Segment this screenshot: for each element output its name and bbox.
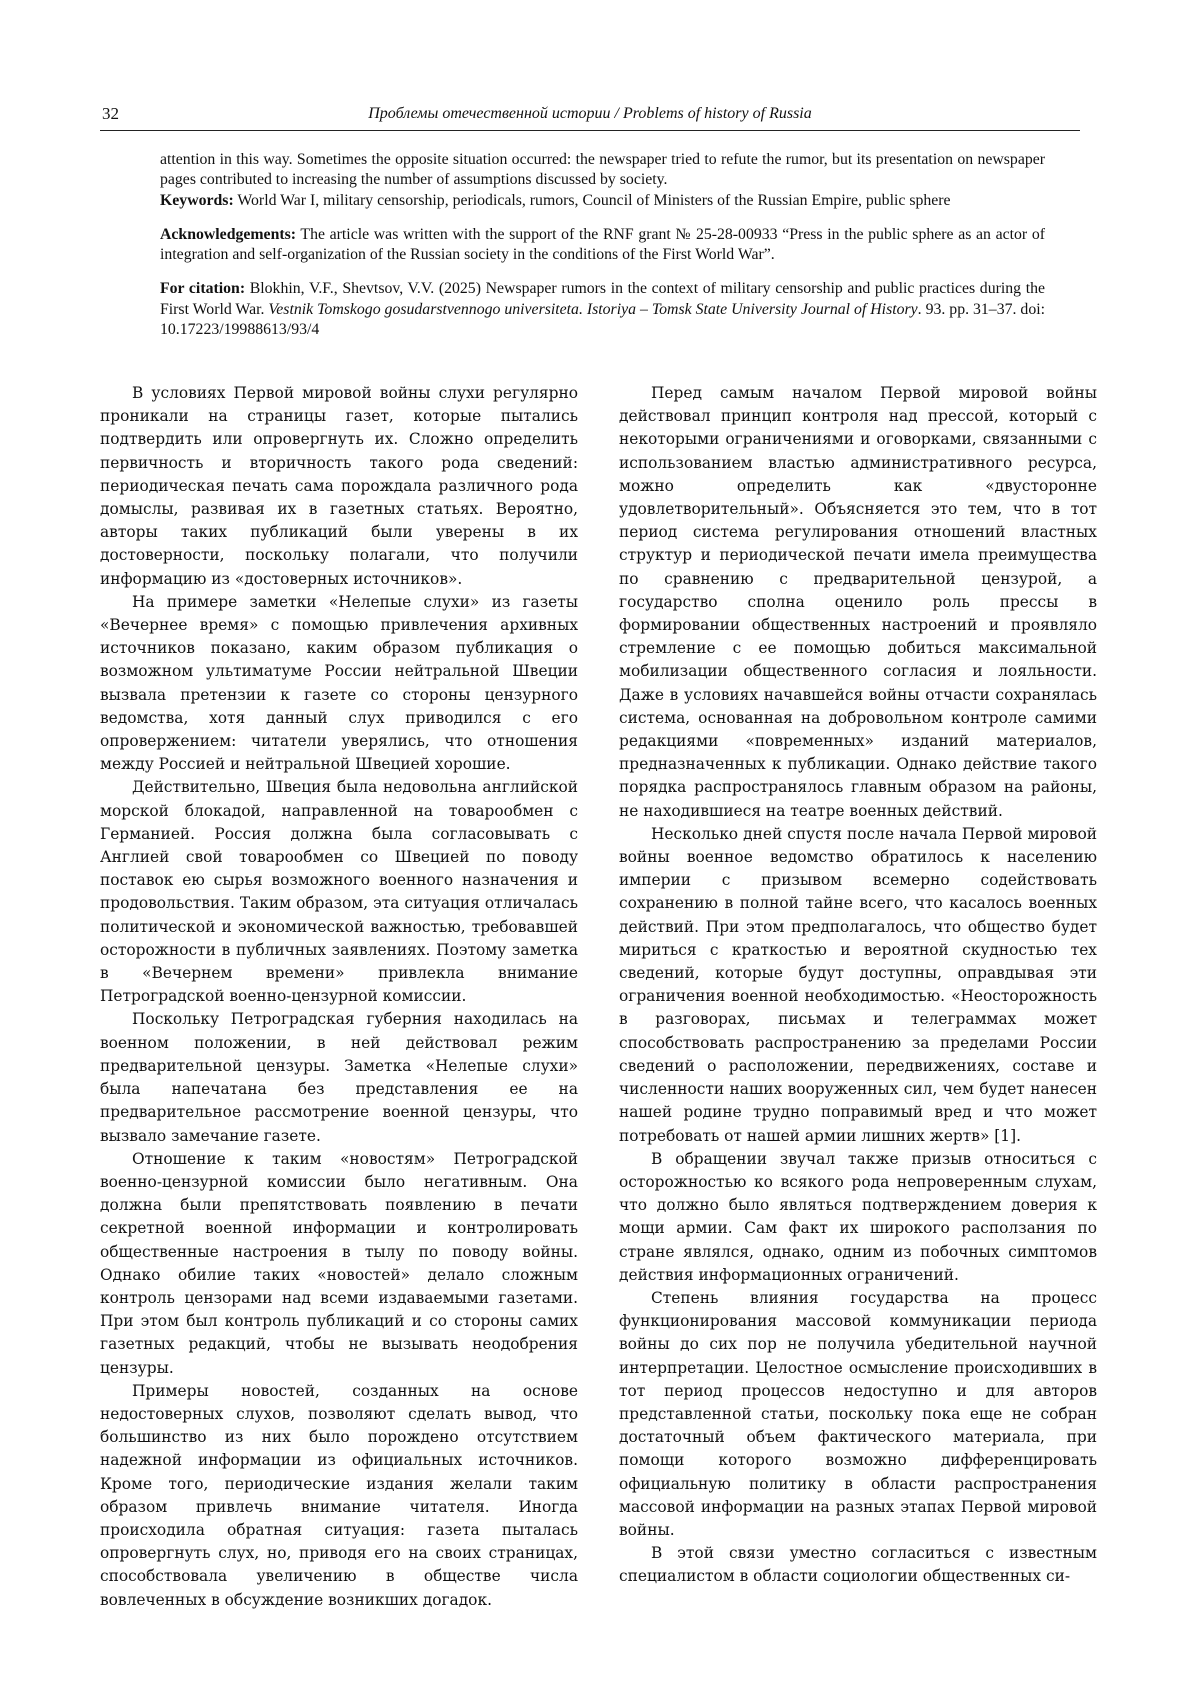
journal-title: Проблемы отечественной истории / Problems of history of Russia — [368, 105, 812, 122]
page-number: 32 — [102, 104, 119, 123]
citation — [160, 279, 1045, 340]
keywords-text: World War I, military censorship, periodicals, rumors, Council of Ministers of the Russian Empire, public sphere — [237, 191, 951, 209]
front-matter — [160, 150, 1045, 340]
keywords-label: Keywords: — [160, 191, 234, 209]
acknowledgements-label: Acknowledgements: — [160, 225, 297, 243]
paragraph: Степень влияния государства на процесс функционирования массовой коммуникации периода войны до сих пор не получила убедительной научной интерпретации. Целостное осмысление происходивших в тот период процессов недоступно и для авторов представленной статьи, поскольку пока еще не собран достаточный объем фактического материала, при помощи которого возможно дифференцировать официальную политику в области распространения массовой информации на разных этапах Первой мировой войны. — [619, 1288, 1097, 1539]
paragraph: Действительно, Швеция была недовольна английской морской блокадой, направленной на товарообмен с Германией. Россия должна была согласовывать с Англией свой товарообмен со Швецией по поводу поставок ею сырья возможного военного назначения и продовольствия. Таким образом, эта ситуация отличалась политической и экономической важностью, требовавшей осторожности в публичных заявлениях. Поэтому заметка в «Вечернем времени» привлекла внимание Петроградской военно-цензурной комиссии. — [100, 778, 578, 1006]
citation-text: Blokhin, V.F., Shevtsov, V.V. (2025) Newspaper rumors in the context of military censorship and public practices during the First World War. — [160, 280, 1045, 318]
paragraph: Поскольку Петроградская губерния находилась на военном положении, в ней действовал режим предварительной цензуры. Заметка «Нелепые слухи» была напечатана без представления ее на предварительное рассмотрение военной цензуры, что вызвало замечание газете. — [100, 1010, 578, 1145]
paragraph: Перед самым началом Первой мировой войны действовал принцип контроля над прессой, который с некоторыми ограничениями и оговорками, связанными с использованием властью административного ресурса, можно определить как «двусторонне удовлетворительный». Объясняется это тем, что в тот период система регулирования отношений властных структур и периодической печати имела преимущества по сравнению с предварительной цензурой, а государство сполна оценило роль прессы в формировании общественных настроений и проявляло стремление с ее помощью добиться максимальной мобилизации общественного согласия и лояльности. Даже в условиях начавшейся войны отчасти сохранялась система, основанная на добровольном контроле самими редакциями «повременных» изданий материалов, предназначенных к публикации. Однако действие такого порядка распространялось главным образом на районы, не находившиеся на театре военных действий. — [619, 384, 1097, 820]
running-header — [100, 104, 1080, 131]
paragraph: Отношение к таким «новостям» Петроградской военно-цензурной комиссии было негативным. Она должна были препятствовать появлению в печати секретной военной информации и контролировать общественные настроения в тылу по поводу войны. Однако обилие таких «новостей» делало сложным контроль цензорами над всеми издаваемыми газетами. При этом был контроль публикаций и со стороны самих газетных редакций, чтобы не вызывать неодобрения цензуры. — [100, 1149, 578, 1377]
citation-label: For citation: — [160, 280, 246, 298]
acknowledgements-text: The article was written with the support of the RNF grant № 25-28-00933 “Press in the public sphere as an actor of integration and self-organization of the Russian society in the conditions of the First World War”. — [160, 225, 1045, 264]
citation-journal: Vestnik Tomskogo gosudarstvennogo universiteta. Istoriya – Tomsk State University Journal of History — [268, 300, 918, 318]
body-column-left — [100, 382, 578, 1612]
acknowledgements — [160, 225, 1045, 266]
paragraph: На примере заметки «Нелепые слухи» из газеты «Вечернее время» с помощью привлечения архивных источников показано, каким образом публикация о возможном ультиматуме России нейтральной Швеции вызвала претензии к газете со стороны цензурного ведомства, хотя данный слух приводился с его опровержением: читатели уверялись, что отношения между Россией и нейтральной Швецией хорошие. — [100, 592, 578, 774]
paragraph: В этой связи уместно согласиться с известным специалистом в области социологии общественных си- — [619, 1544, 1097, 1586]
paragraph: В обращении звучал также призыв относиться с осторожностью ко всякого рода непроверенным слухам, что должно было являться подтверждением доверия к мощи армии. Сам факт их широкого расползания по стране являлся, однако, одним из побочных симптомов действия информационных ограничений. — [619, 1149, 1097, 1284]
paragraph: В условиях Первой мировой войны слухи регулярно проникали на страницы газет, которые пытались подтвердить или опровергнуть их. Сложно определить первичность и вторичность такого рода сведений: периодическая печать сама порождала различного рода домыслы, развивая их в газетных статьях. Вероятно, авторы таких публикаций были уверены в их достоверности, поскольку полагали, что получили информацию из «достоверных источников». — [100, 384, 578, 588]
keywords — [160, 191, 1045, 211]
body-column-right — [619, 382, 1097, 1589]
paragraph: Примеры новостей, созданных на основе недостоверных слухов, позволяют сделать вывод, что большинство из них было порождено отсутствием надежной информации из официальных источников. Кроме того, периодические издания желали таким образом привлечь внимание читателя. Иногда происходила обратная ситуация: газета пыталась опровергнуть слух, но, приводя его на своих страницах, способствовала увеличению в обществе числа вовлеченных в обсуждение возникших догадок. — [100, 1381, 578, 1609]
citation-pages: . 93. pp. 31–37. doi: 10.17223/19988613/93/4 — [160, 300, 1045, 339]
paragraph: Несколько дней спустя после начала Первой мировой войны военное ведомство обратилось к населению империи с призывом всемерно содействовать сохранению в полной тайне всего, что касалось военных действий. При этом предполагалось, что общество будет мириться с краткостью и вероятной скудностью тех сведений, которые будут доступны, оправдывая эти ограничения военной необходимостью. «Неосторожность в разговорах, письмах и телеграммах может способствовать распространению за пределами России сведений о расположении, передвижениях, составе и численности наших вооруженных сил, чем будет нанесен нашей родине трудно поправимый вред и что может потребовать от нашей армии лишних жертв» [1]. — [619, 824, 1097, 1145]
abstract-tail: attention in this way. Sometimes the opposite situation occurred: the newspaper tried to refute the rumor, but its presentation on newspaper pages contributed to increasing the number of assumptions discussed by society. — [160, 151, 1045, 189]
